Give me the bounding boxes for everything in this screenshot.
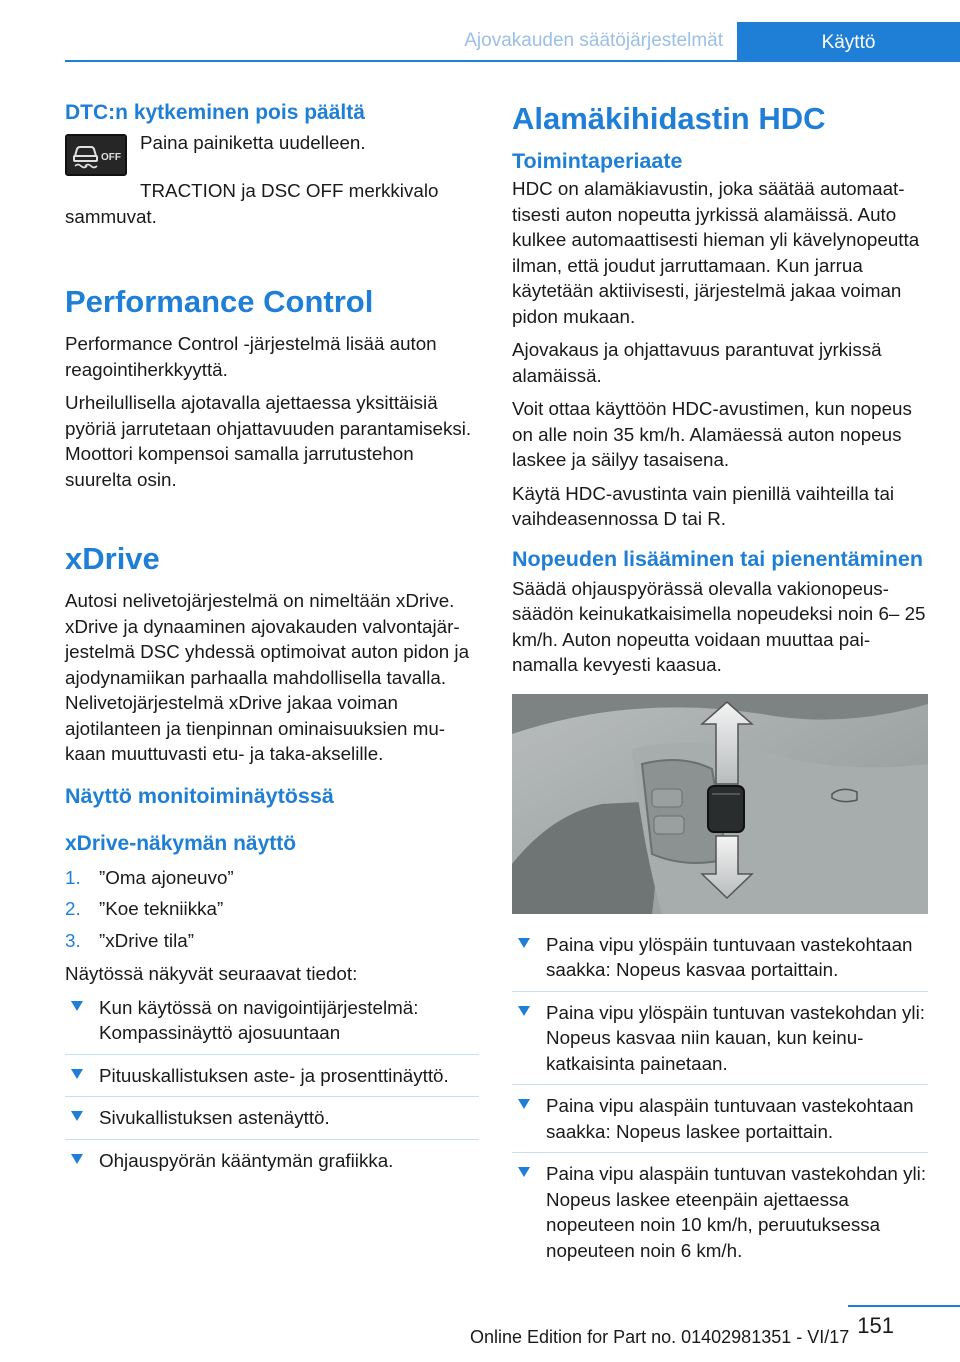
step-number: 2. — [65, 898, 81, 919]
triangle-bullet-icon — [71, 1111, 83, 1121]
dsc-off-icon-label: OFF — [101, 152, 121, 163]
list-item — [65, 896, 479, 922]
right-column — [512, 100, 928, 1271]
bullet-text: Ohjauspyörän kääntymän grafiikka. — [99, 1149, 394, 1171]
bullet-text: Pituuskallistuksen aste- ja prosenttinäyttö. — [99, 1064, 449, 1086]
list-item — [65, 1054, 479, 1097]
performance-paragraph-1: Performance Control -järjestelmä lisää auton reagointiherkkyyttä. — [65, 333, 437, 380]
edition-footer: Online Edition for Part no. 01402981351 - VI/17 — [470, 1327, 850, 1347]
performance-heading: Performance Control — [65, 284, 374, 319]
list-item — [65, 928, 479, 954]
dtc-step-row — [65, 130, 479, 186]
principle-paragraph-2: Ajovakaus ja ohjattavuus parantuvat jyrkissä alamäissä. — [512, 339, 882, 386]
left-column — [65, 100, 479, 1181]
list-item — [512, 1084, 928, 1152]
footer-rule — [848, 1305, 960, 1307]
list-item — [512, 1152, 928, 1271]
step-number: 3. — [65, 929, 81, 951]
triangle-bullet-icon — [71, 1001, 83, 1011]
list-item — [512, 991, 928, 1085]
xdrive-info-list — [65, 995, 479, 1182]
speed-adjust-list — [512, 932, 928, 1272]
speed-paragraph: Säädä ohjauspyörässä olevalla vakionopeussäädön keinukatkaisimella nopeudeksi noin 6– 25 km/h. Auton nopeutta voidaan muuttaa painamalla kevyesti kaasua. — [512, 577, 926, 675]
xdrive-view-heading: xDrive-näkymän näyttö — [65, 831, 297, 855]
triangle-bullet-icon — [518, 1006, 530, 1016]
performance-paragraph-2: Urheilullisella ajotavalla ajettaessa yksittäisiä pyöriä jarrutetaan ohjattavuuden parantamiseksi. Moottori kompensoi samalla jarrutustehon suurelta osin. — [65, 392, 472, 490]
list-item — [512, 932, 928, 991]
page-number: 151 — [857, 1313, 894, 1338]
step-text: ”Oma ajoneuvo” — [99, 866, 234, 888]
list-item — [65, 865, 479, 891]
triangle-bullet-icon — [518, 1167, 530, 1177]
principle-paragraph-1: HDC on alamäkiavustin, joka säätää automaattisesti auton nopeutta jyrkissä alamäissä. Auto kulkee automaattisesti hieman yli kävelynopeutta ilman, että joudut jarruttamaan. Kun jarrua käytetään aktiivisesti, järjestelmä jakaa voiman pidon mukaan. — [512, 178, 920, 327]
step-number: 1. — [65, 866, 81, 888]
triangle-bullet-icon — [518, 1099, 530, 1109]
triangle-bullet-icon — [71, 1069, 83, 1079]
hdc-heading: Alamäkihidastin HDC — [512, 101, 826, 136]
xdrive-display-heading: Näyttö monitoiminäytössä — [65, 783, 334, 808]
list-item — [65, 1096, 479, 1139]
principle-heading: Toimintaperiaate — [512, 149, 683, 173]
principle-paragraph-4: Käytä HDC-avustinta vain pienillä vaihteilla tai vaihdeasennossa D tai R. — [512, 482, 895, 529]
dtc-heading: DTC:n kytkeminen pois päältä — [65, 101, 365, 124]
triangle-bullet-icon — [71, 1154, 83, 1164]
bullet-text: Kun käytössä on navigointijärjestelmä: Kompassinäyttö ajosuuntaan — [99, 996, 419, 1043]
step-text: ”Koe tekniikka” — [99, 898, 224, 919]
xdrive-heading: xDrive — [65, 541, 160, 576]
header-section-title: Ajovakauden säätöjärjestelmät — [464, 30, 723, 51]
list-item — [65, 995, 479, 1054]
xdrive-steps-list — [65, 865, 479, 954]
speed-heading: Nopeuden lisääminen tai pienentäminen — [512, 546, 923, 571]
bullet-text: Paina vipu ylöspäin tuntuvan vastekohdan yli: Nopeus kasvaa niin kauan, kun keinukatkaisinta painetaan. — [546, 1001, 925, 1074]
bullet-text: Paina vipu ylöspäin tuntuvaan vastekohtaan saakka: Nopeus kasvaa portaittain. — [546, 933, 913, 980]
bullet-text: Paina vipu alaspäin tuntuvaan vastekohtaan saakka: Nopeus laskee portaittain. — [546, 1095, 914, 1142]
dsc-off-button-icon — [65, 134, 127, 176]
principle-paragraph-3: Voit ottaa käyttöön HDC-avustimen, kun nopeus on alle noin 35 km/h. Alamäessä auton nopeus laskee ja säilyy tasaisena. — [512, 398, 912, 470]
step-text: ”xDrive tila” — [99, 929, 194, 951]
dtc-step-1: Paina painiketta uudelleen. — [140, 132, 366, 153]
xdrive-display-intro: Näytössä näkyvät seuraavat tiedot: — [65, 963, 358, 984]
bullet-text: Paina vipu alaspäin tuntuvan vastekohdan yli: Nopeus laskee eteenpäin ajettaessa nopeuteen noin 10 km/h, peruutuksessa nopeuteen noin 6 km/h. — [546, 1163, 927, 1261]
page-header — [65, 22, 960, 62]
list-item — [65, 1139, 479, 1182]
header-rule — [65, 60, 960, 62]
steering-wheel-switch-illustration — [512, 694, 928, 914]
xdrive-paragraph: Autosi nelivetojärjestelmä on nimeltään xDrive. xDrive ja dynaaminen ajovakauden valvontajärjestelmä DSC yhdessä optimoivat auton pidon ja ajodynamiikan parhaalla mahdollisella tavalla. Nelivetojärjestelmä xDrive jakaa voiman ajotilanteen ja tienpinnan ominaisuuksien mukaan muuttuvasti etu- ja taka-akselille. — [65, 590, 470, 764]
header-chapter-tab: Käyttö — [737, 22, 960, 62]
dtc-step-2: TRACTION ja DSC OFF merkkivalo sammuvat. — [65, 180, 439, 227]
bullet-text: Sivukallistuksen astenäyttö. — [99, 1107, 330, 1128]
triangle-bullet-icon — [518, 938, 530, 948]
